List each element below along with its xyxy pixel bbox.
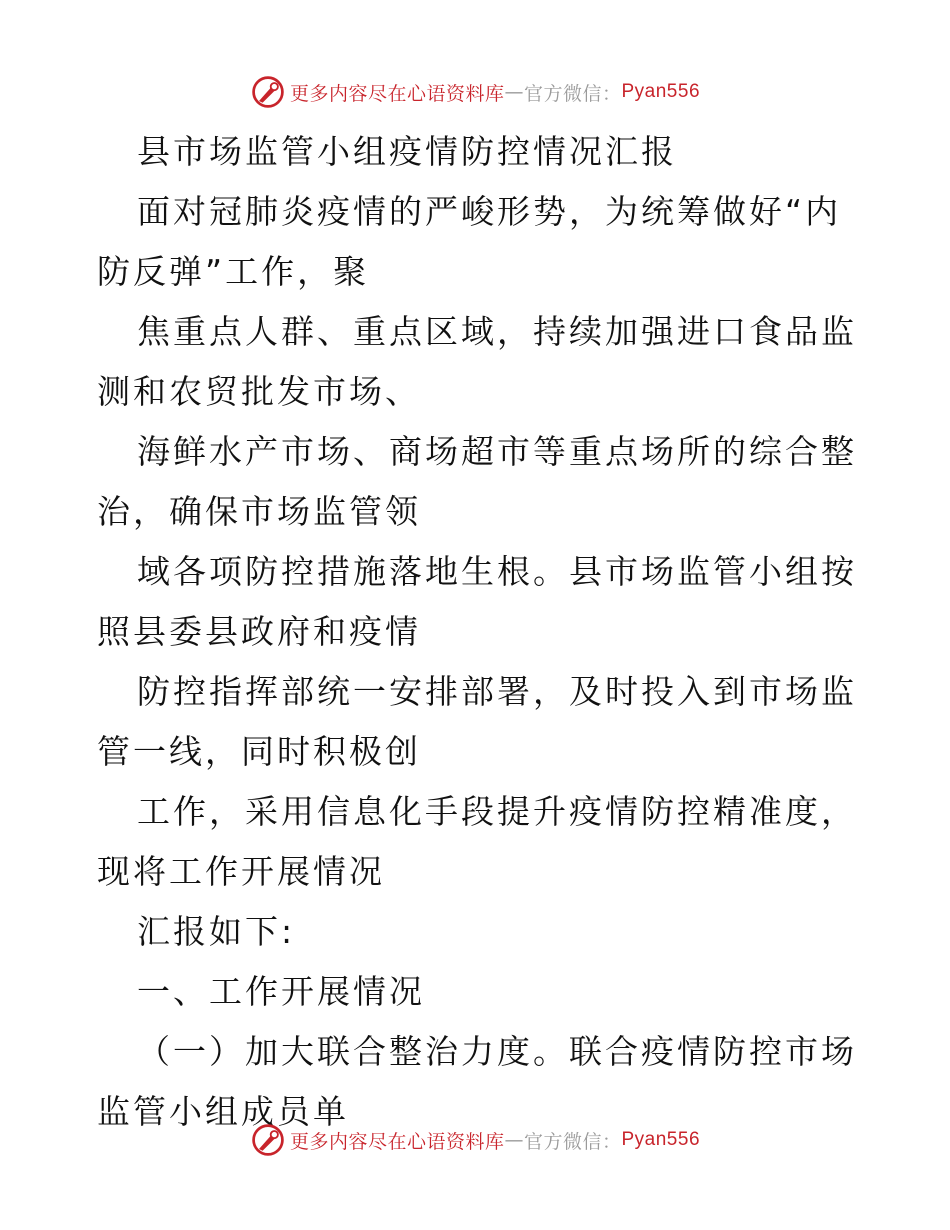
banner-wechat-id: Pyan556 — [621, 81, 701, 102]
banner-gray-text: 官方微信： — [523, 1130, 622, 1153]
banner-red-text: 更多内容尽在心语资料库 — [289, 82, 505, 105]
section-heading: 一、工作开展情况 — [137, 972, 425, 1011]
paragraph-line: 工作，采用信息化手段提升疫情防控精准度，现将工作开展情况 — [97, 792, 857, 891]
pen-nib-icon — [250, 1122, 286, 1158]
footer-watermark-banner — [0, 1120, 950, 1160]
document-body — [97, 122, 857, 1142]
paragraph-line: 海鲜水产市场、商场超市等重点场所的综合整治，确保市场监管领 — [97, 432, 857, 531]
header-watermark-banner — [0, 72, 950, 112]
paragraph-line: 焦重点人群、重点区域，持续加强进口食品监测和农贸批发市场、 — [97, 312, 857, 411]
banner-wechat-id: Pyan556 — [621, 1129, 701, 1150]
document-title: 县市场监管小组疫情防控情况汇报 — [137, 132, 677, 171]
paragraph-line: 防控指挥部统一安排部署，及时投入到市场监管一线，同时积极创 — [97, 672, 857, 771]
paragraph-line: 面对冠肺炎疫情的严峻形势，为统筹做好“内防反弹”工作，聚 — [97, 192, 842, 291]
paragraph-line: 汇报如下: — [137, 912, 296, 951]
banner-gray-text: 官方微信： — [523, 82, 622, 105]
banner-dash: — — [504, 81, 524, 103]
paragraph-line: 域各项防控措施落地生根。县市场监管小组按照县委县政府和疫情 — [97, 552, 857, 651]
banner-red-text: 更多内容尽在心语资料库 — [289, 1130, 505, 1153]
pen-nib-icon — [250, 74, 286, 110]
banner-dash: — — [504, 1129, 524, 1151]
paragraph-line: （一）加大联合整治力度。联合疫情防控市场监管小组成员单 — [97, 1032, 857, 1131]
